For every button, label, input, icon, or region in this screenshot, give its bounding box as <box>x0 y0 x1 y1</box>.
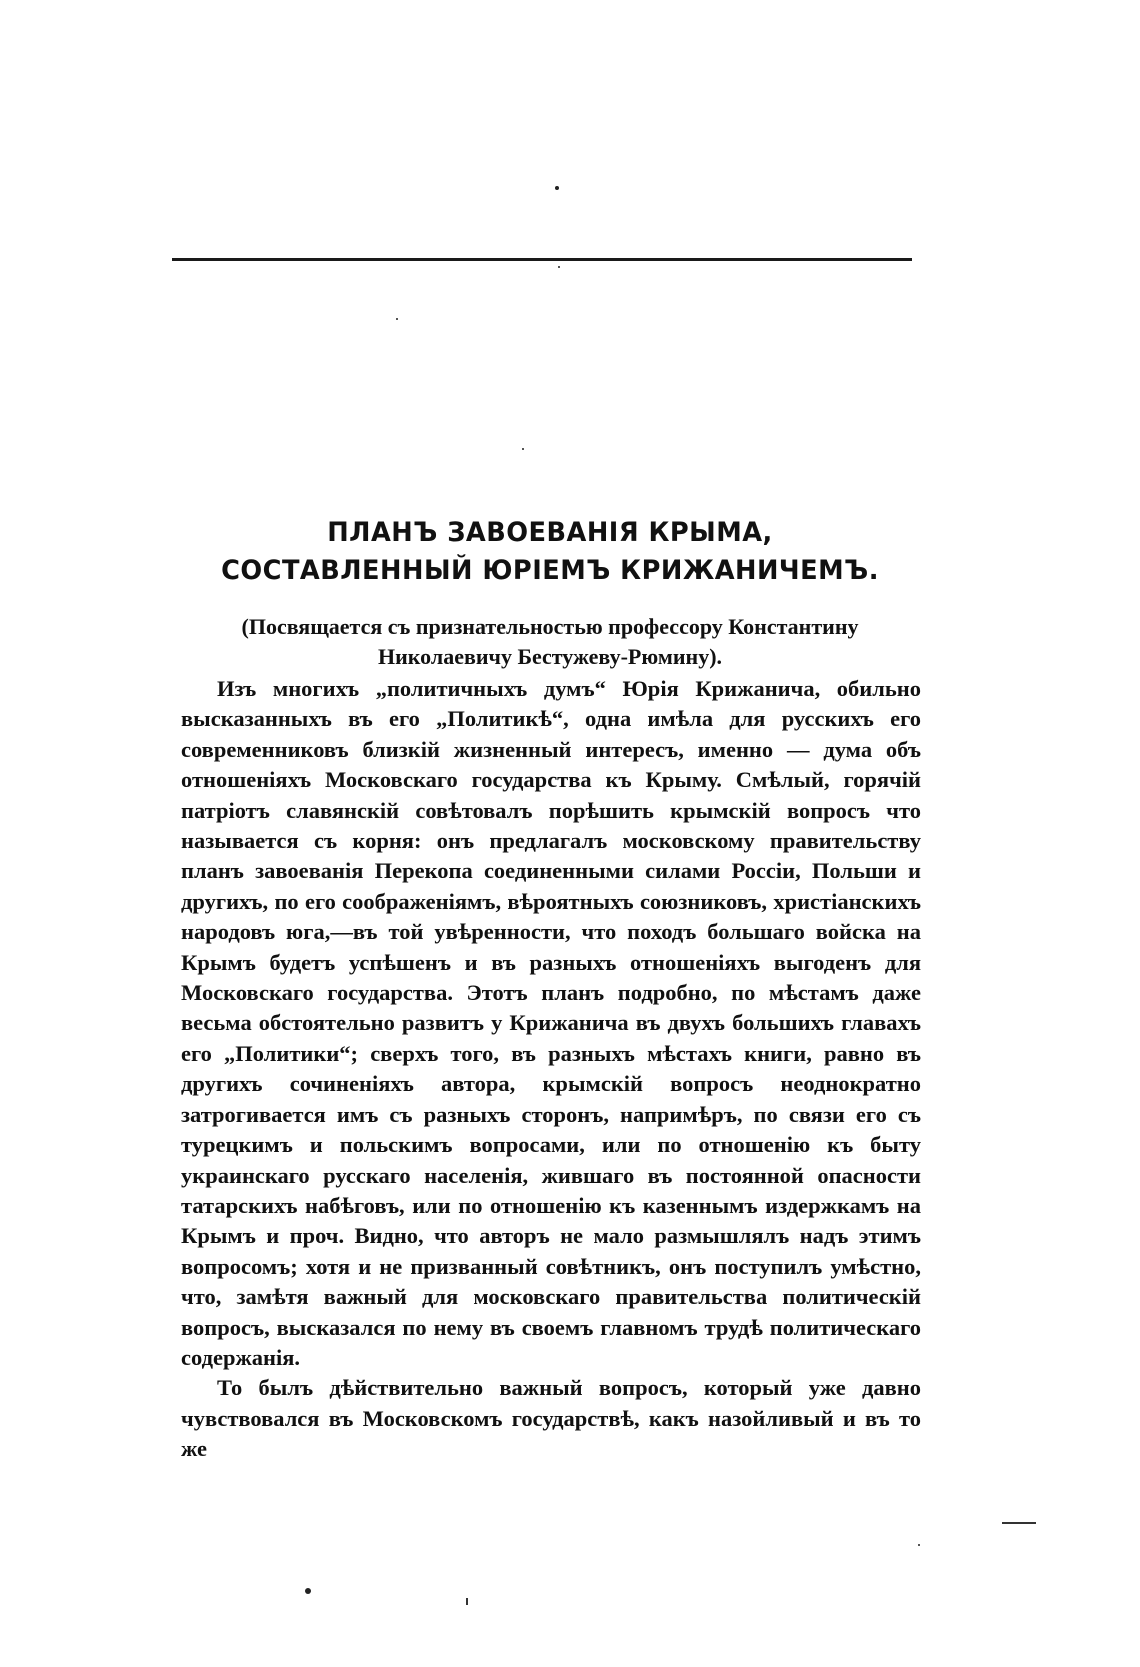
article-body <box>181 674 921 1465</box>
dedication: (Посвящается съ признательностью профессору Константину Николаевичу Бестужеву-Рюмину). <box>241 614 859 669</box>
print-speck <box>555 186 559 190</box>
header-rule <box>172 258 912 261</box>
print-speck <box>918 1544 920 1546</box>
print-mark <box>1002 1522 1036 1524</box>
paragraph: То былъ дѣйствительно важный вопросъ, который уже давно чувствовался въ Московскомъ государствѣ, какъ назойливый и въ то же <box>181 1375 921 1462</box>
paragraph: Изъ многихъ „политичныхъ думъ“ Юрія Крижанича, обильно высказанныхъ въ его „Политикѣ“, одна имѣла для русскихъ его современниковъ близкій жизненный интересъ, именно — дума объ отношеніяхъ Московскаго государства къ Крыму. Смѣлый, горячій патріотъ славянскій совѣтовалъ порѣшить крымскій вопросъ что называется съ корня: онъ предлагалъ московскому правительству планъ завоеванія Перекопа соединенными силами Россіи, Польши и другихъ, по его соображеніямъ, вѣроятныхъ союзниковъ, христіанскихъ народовъ юга,—въ той увѣренности, что походъ большаго войска на Крымъ будетъ успѣшенъ и въ разныхъ отношеніяхъ выгоденъ для Московскаго государства. Этотъ планъ подробно, по мѣстамъ даже весьма обстоятельно развитъ у Крижанича въ двухъ большихъ главахъ его „Политики“; сверхъ того, въ разныхъ мѣстахъ книги, равно въ другихъ сочиненіяхъ автора, крымскій вопросъ неоднократно затрогивается имъ съ разныхъ сторонъ, напримѣръ, по связи его съ турецкимъ и польскимъ вопросами, или по отношенію къ быту украинскаго русскаго населенія, жившаго въ постоянной опасности татарскихъ набѣговъ, или по отношенію къ казеннымъ издержкамъ на Крымъ и проч. Видно, что авторъ не мало размышлялъ надъ этимъ вопросомъ; хотя и не призванный совѣтникъ, онъ поступилъ умѣстно, что, замѣтя важный для московскаго правительства политическій вопросъ, высказался по нему въ своемъ главномъ трудѣ политическаго содержанія. <box>181 676 921 1370</box>
print-speck <box>558 266 560 268</box>
print-speck <box>522 448 524 450</box>
print-speck <box>396 318 398 320</box>
article-title: ПЛАНЪ ЗАВОЕВАНІЯ КРЫМА, СОСТАВЛЕННЫЙ ЮРІЕМЪ КРИЖАНИЧЕМЪ. <box>221 517 879 586</box>
print-speck <box>305 1588 311 1594</box>
print-mark <box>466 1598 468 1605</box>
